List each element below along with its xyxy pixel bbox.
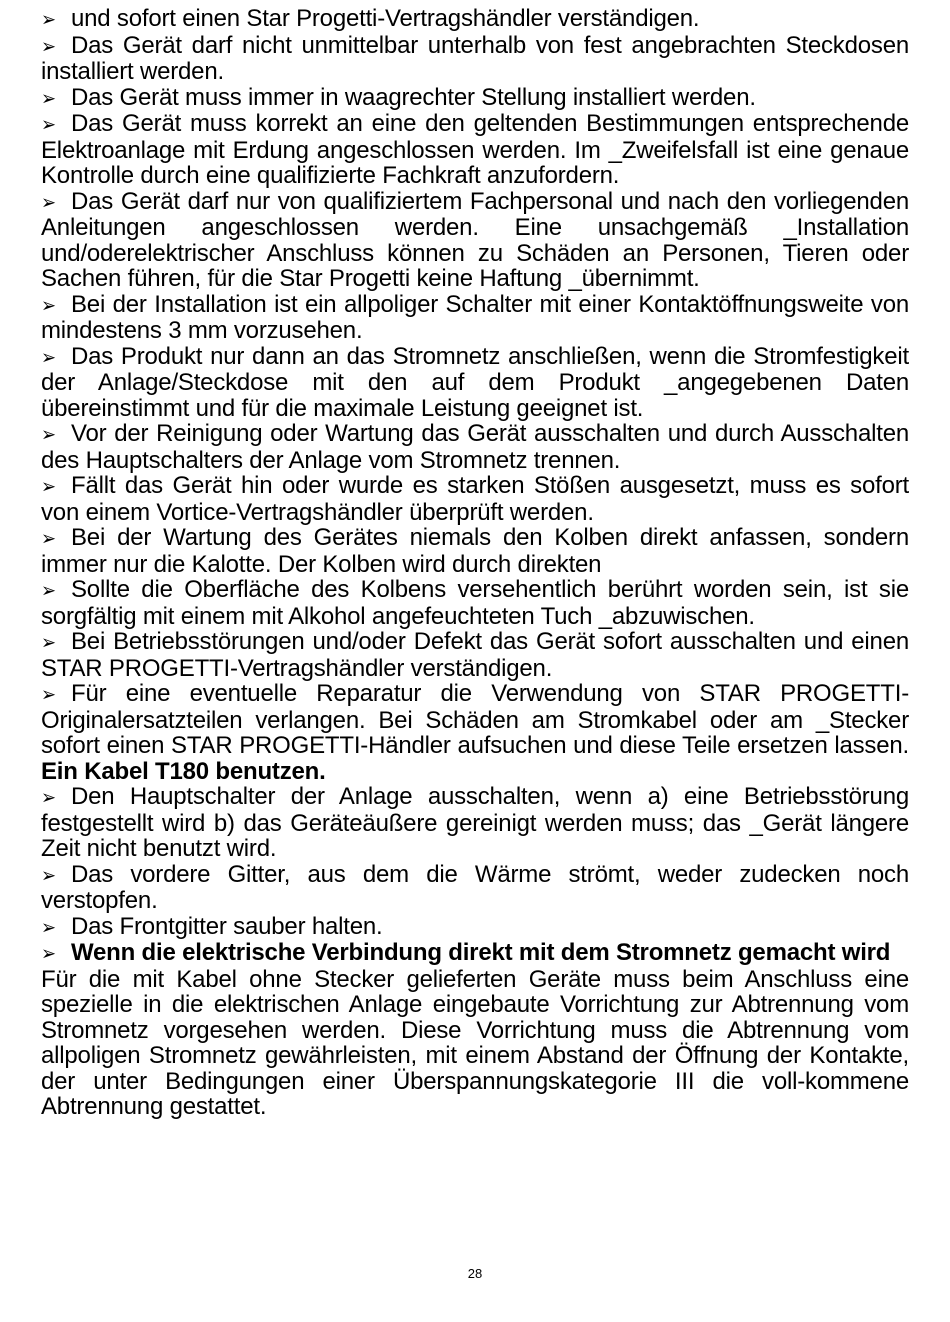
document-page: [41, 6, 909, 1120]
bullet-paragraph-13: [41, 681, 909, 784]
arrow-bullet-icon: ➢: [41, 33, 56, 58]
arrow-bullet-icon: ➢: [41, 682, 56, 706]
bold-heading-paragraph: [41, 940, 909, 967]
arrow-bullet-icon: ➢: [41, 914, 56, 939]
bullet-paragraph-2: [41, 33, 909, 85]
arrow-bullet-icon: ➢: [41, 344, 56, 369]
arrow-bullet-icon: ➢: [41, 112, 56, 136]
arrow-bullet-icon: ➢: [41, 941, 56, 965]
arrow-bullet-icon: ➢: [41, 474, 56, 498]
bullet-paragraph-5: [41, 189, 909, 292]
arrow-bullet-icon: ➢: [41, 578, 56, 602]
paragraph-text: Vor der Reinigung oder Wartung das Gerät ausschalten und durch Ausschalten des Hauptschalters der Anlage vom Stromnetz trennen.: [41, 420, 909, 474]
arrow-bullet-icon: ➢: [41, 526, 56, 550]
bold-cable-note: Ein Kabel T180 benutzen.: [41, 757, 326, 785]
paragraph-text: Das vordere Gitter, aus dem die Wärme strömt, weder zudecken noch verstopfen.: [41, 860, 909, 914]
bullet-paragraph-4: [41, 111, 909, 189]
bullet-paragraph-7: [41, 344, 909, 422]
arrow-bullet-icon: ➢: [41, 7, 56, 31]
bullet-paragraph-16: [41, 914, 909, 941]
bullet-paragraph-12: [41, 629, 909, 681]
arrow-bullet-icon: ➢: [41, 422, 56, 446]
bullet-paragraph-1: [41, 6, 909, 33]
paragraph-text: Bei der Installation ist ein allpoliger Schalter mit einer Kontaktöffnungsweite von mindestens 3 mm vorzusehen.: [41, 290, 909, 344]
arrow-bullet-icon: ➢: [41, 189, 56, 214]
bullet-paragraph-15: [41, 862, 909, 914]
bullet-paragraph-6: [41, 292, 909, 344]
paragraph-text: Das Gerät darf nicht unmittelbar unterhalb von fest angebrachten Steckdosen installiert werden.: [41, 31, 909, 85]
paragraph-text: Bei Betriebsstörungen und/oder Defekt das Gerät sofort ausschalten und einen STAR PROGETTI-Vertragshändler verständigen.: [41, 628, 909, 682]
paragraph-text: Das Gerät muss immer in waagrechter Stellung installiert werden.: [71, 83, 756, 111]
bullet-paragraph-11: [41, 577, 909, 629]
page-number: 28: [467, 1266, 483, 1281]
paragraph-text: und sofort einen Star Progetti-Vertragshändler verständigen.: [71, 5, 700, 32]
paragraph-text: Fällt das Gerät hin oder wurde es starken Stößen ausgesetzt, muss es sofort von einem Vortice-Vertragshändler überprüft werden.: [41, 472, 909, 526]
closing-paragraph: Für die mit Kabel ohne Stecker gelieferten Geräte muss beim Anschluss eine spezielle in die elektrischen Anlage eingebaute Vorrichtung zur Abtrennung vom Stromnetz vorgesehen werden. Diese Vorrichtung muss die Abtrennung vom allpoligen Stromnetz gewährleisten, mit einem Abstand der Öffnung der Kontakte, der unter Bedingungen einer Überspannungskategorie III die voll-kommene Abtrennung gestattet.: [41, 965, 909, 1120]
paragraph-text: Bei der Wartung des Gerätes niemals den Kolben direkt anfassen, sondern immer nur die Kalotte. Der Kolben wird durch direkten: [41, 524, 909, 578]
paragraph-text: Das Gerät muss korrekt an eine den geltenden Bestimmungen entsprechende Elektroanlage mit Erdung angeschlossen werden. Im _Zweifelsfall ist eine genaue Kontrolle durch eine qualifizierte Fachkraft anzufordern.: [41, 110, 909, 189]
bullet-paragraph-3: [41, 85, 909, 112]
paragraph-text: Sollte die Oberfläche des Kolbens versehentlich berührt worden sein, ist sie sorgfältig mit einem mit Alkohol angefeuchteten Tuch _abzuwischen.: [41, 576, 909, 630]
paragraph-text: Den Hauptschalter der Anlage ausschalten, wenn a) eine Betriebsstörung festgestellt wird b) das Geräteäußere gereinigt werden muss; das _Gerät längere Zeit nicht benutzt wird.: [41, 783, 909, 862]
arrow-bullet-icon: ➢: [41, 630, 56, 654]
bold-heading: Wenn die elektrische Verbindung direkt mit dem Stromnetz gemacht wird: [71, 939, 891, 966]
arrow-bullet-icon: ➢: [41, 292, 56, 317]
paragraph-text: Für eine eventuelle Reparatur die Verwendung von STAR PROGETTI-Originalersatzteilen verlangen. Bei Schäden am Stromkabel oder am _Stecker sofort einen STAR PROGETTI-Händler aufsuchen und diese Teile ersetzen lassen.: [41, 680, 909, 759]
paragraph-text: Das Gerät darf nur von qualifiziertem Fachpersonal und nach den vorliegenden Anleitungen angeschlossen werden. Eine unsachgemäß _Installation und/oderelektrischer Anschluss können zu Schäden an Personen, Tieren oder Sachen führen, für die Star Progetti keine Haftung _übernimmt.: [41, 187, 909, 292]
bullet-paragraph-8: [41, 421, 909, 473]
paragraph-text: Das Frontgitter sauber halten.: [71, 912, 383, 940]
arrow-bullet-icon: ➢: [41, 862, 56, 887]
arrow-bullet-icon: ➢: [41, 85, 56, 110]
bullet-paragraph-9: [41, 473, 909, 525]
paragraph-text: Das Produkt nur dann an das Stromnetz anschließen, wenn die Stromfestigkeit der Anlage/Steckdose mit den auf dem Produkt _angegebenen Daten übereinstimmt und für die maximale Leistung geeignet ist.: [41, 342, 909, 422]
bullet-paragraph-10: [41, 525, 909, 577]
bullet-paragraph-14: [41, 784, 909, 862]
arrow-bullet-icon: ➢: [41, 785, 56, 809]
